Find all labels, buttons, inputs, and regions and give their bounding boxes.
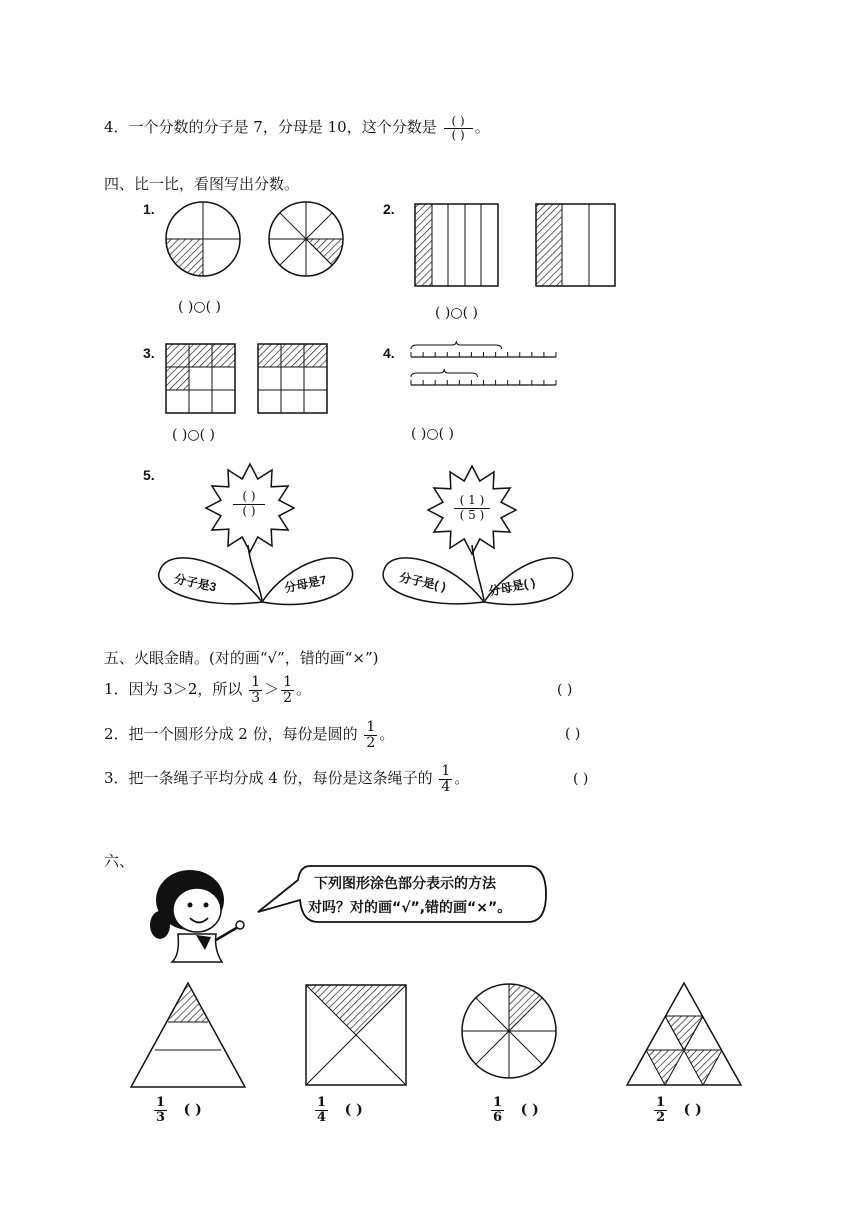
section4-heading: 四、比一比，看图写出分数。 — [104, 175, 300, 193]
flower-left-denominator[interactable]: ( ) — [242, 503, 256, 518]
denominator: 4 — [317, 1109, 327, 1125]
flower-left-leaf-right: 分母是7 — [283, 572, 328, 596]
shape1-label — [152, 1096, 202, 1124]
shape-triangle-grid — [627, 983, 741, 1085]
s5-q1-text: 1．因为 3＞2，所以 — [104, 680, 243, 699]
numerator: 1 — [283, 674, 293, 690]
shape2-answer[interactable]: ( ) — [344, 1101, 363, 1118]
q4-blank-denominator[interactable]: ( ) — [451, 127, 465, 142]
item4-number: 4. — [383, 345, 395, 361]
denominator: 3 — [156, 1109, 166, 1125]
denominator: 3 — [251, 689, 261, 706]
numerator: 1 — [317, 1095, 327, 1110]
s5-q3-text: 3．把一条绳子平均分成 4 份，每份是这条绳子的 — [104, 769, 433, 788]
denominator: 4 — [441, 778, 451, 795]
denominator: 2 — [283, 689, 293, 706]
shape-circle-eighths — [462, 984, 556, 1078]
numerator: 1 — [366, 719, 376, 735]
period: 。 — [296, 680, 312, 699]
shape1-fraction — [154, 1096, 167, 1124]
item1-number: 1. — [143, 201, 155, 217]
shape4-answer[interactable]: ( ) — [683, 1101, 702, 1118]
shape3-fraction — [491, 1096, 504, 1124]
item3-compare[interactable]: ( )○( ) — [172, 427, 215, 443]
period: 。 — [454, 769, 470, 788]
bubble-line-1: 下列图形涂色部分表示的方法 — [314, 876, 496, 892]
shape3-answer[interactable]: ( ) — [520, 1101, 539, 1118]
flower-left-numerator[interactable]: ( ) — [233, 490, 265, 505]
item2-number: 2. — [383, 201, 395, 217]
flower-left-leaf-left: 分子是3 — [172, 571, 218, 595]
denominator: 2 — [656, 1109, 666, 1125]
shape-square-diagonals — [306, 985, 406, 1085]
item5-number: 5. — [143, 467, 155, 483]
numerator: 1 — [656, 1095, 666, 1110]
shape-triangle-bands — [131, 983, 245, 1087]
q4-blank-numerator[interactable]: ( ) — [444, 115, 473, 129]
section6-heading: 六、 — [104, 852, 135, 870]
period: 。 — [379, 725, 395, 744]
shape2-fraction — [315, 1096, 328, 1124]
item4-compare[interactable]: ( )○( ) — [411, 426, 454, 442]
item1-compare[interactable]: ( )○( ) — [178, 299, 221, 315]
shape2-label — [313, 1096, 363, 1124]
item3-number: 3. — [143, 345, 155, 361]
s5-q1-answer[interactable]: ( ) — [557, 682, 573, 698]
s5-q3-answer[interactable]: ( ) — [573, 771, 589, 787]
q4-text: 4．一个分数的分子是 7，分母是 10，这个分数是 — [104, 118, 437, 137]
numerator: 1 — [251, 674, 261, 690]
numerator: 1 — [493, 1095, 503, 1110]
numerator: 1 — [156, 1095, 166, 1110]
shape3-label — [489, 1096, 539, 1124]
flower-right-denominator: ( 5 ) — [459, 507, 485, 522]
item2-compare[interactable]: ( )○( ) — [435, 305, 478, 321]
s5-q2-text: 2．把一个圆形分成 2 份，每份是圆的 — [104, 725, 358, 744]
flower-right-leaf-left[interactable]: 分子是( ) — [397, 570, 448, 594]
denominator: 2 — [366, 734, 376, 751]
denominator: 6 — [493, 1109, 503, 1125]
shape4-fraction — [654, 1096, 667, 1124]
greater-than: ＞ — [264, 680, 280, 699]
numerator: 1 — [441, 763, 451, 779]
flower-right-leaf-right[interactable]: 分母是( ) — [487, 575, 537, 599]
bubble-line-2: 对吗？对的画“√”,错的画“×”。 — [308, 900, 512, 916]
shape4-label — [652, 1096, 702, 1124]
flower-right-numerator: ( 1 ) — [454, 494, 490, 509]
shape1-answer[interactable]: ( ) — [183, 1101, 202, 1118]
s5-q2-answer[interactable]: ( ) — [565, 726, 581, 742]
girl-illustration — [150, 870, 244, 962]
section5-heading: 五、火眼金睛。(对的画“√”，错的画“×”) — [104, 649, 379, 667]
q4-end: 。 — [474, 118, 490, 137]
